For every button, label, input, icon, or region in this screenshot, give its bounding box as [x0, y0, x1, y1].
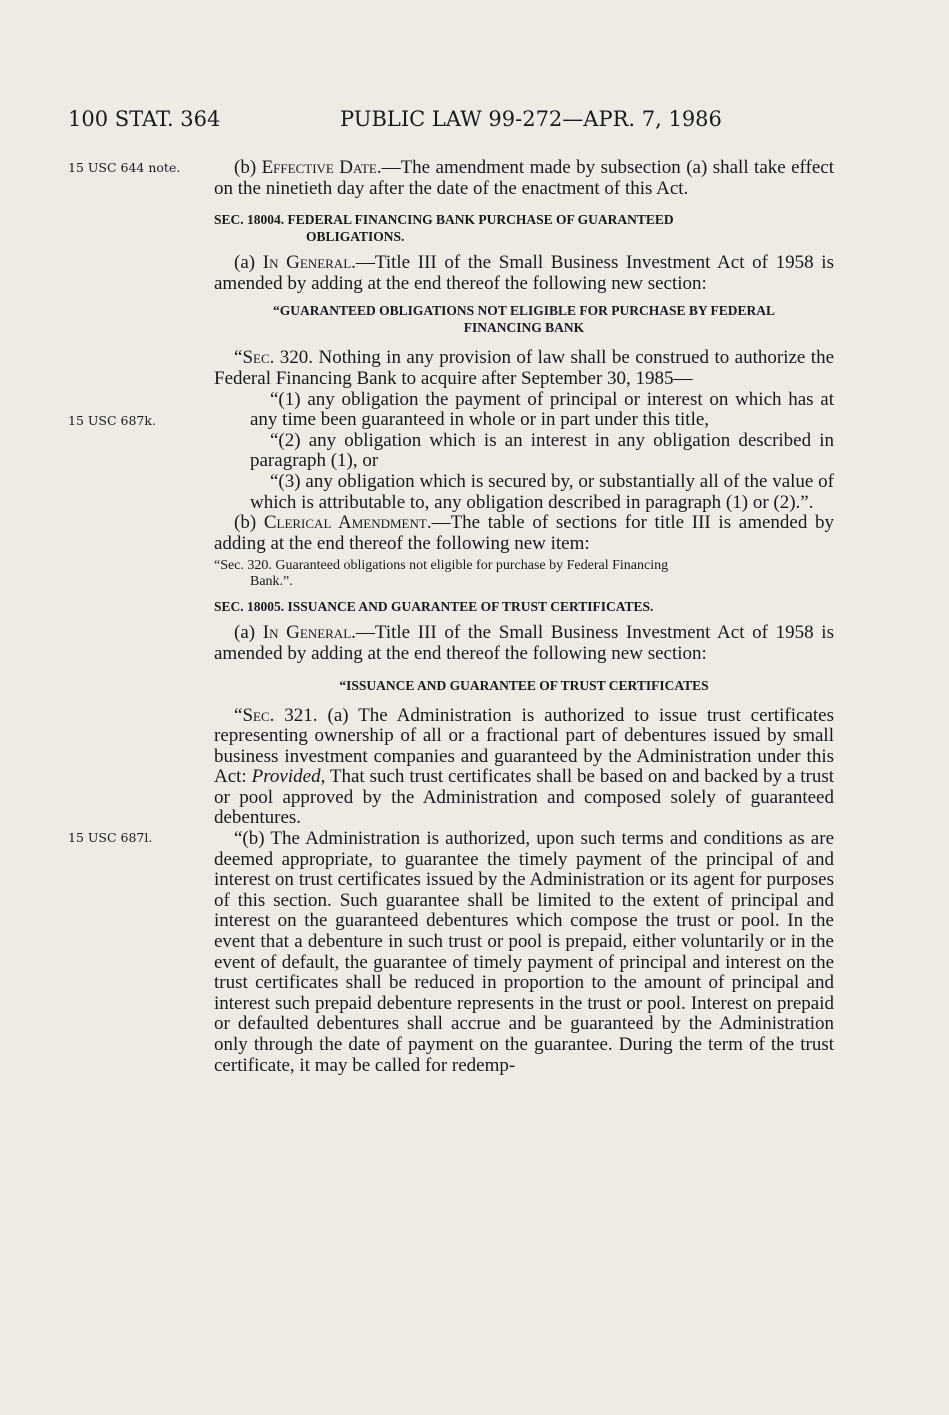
item-1: “(1) any obligation the payment of principal or interest on which has at any time been guaranteed in whole or in part under this title, — [250, 388, 834, 431]
table-of-sections-item: “Sec. 320. Guaranteed obligations not eligible for purchase by Federal Financing Bank.”. — [214, 558, 669, 590]
body-text — [214, 158, 834, 1076]
public-law-title: PUBLIC LAW 99-272—APR. 7, 1986 — [340, 107, 722, 131]
stat-page-number: 100 STAT. 364 — [68, 107, 221, 131]
margin-note-687k: 15 USC 687k. — [68, 413, 156, 428]
item-3: “(3) any obligation which is secured by, or substantially all of the value of which is attributable to, any obligation described in paragraph (1) or (2).”. — [250, 470, 834, 513]
margin-note-644: 15 USC 644 note. — [68, 160, 181, 175]
section-18005-heading: SEC. 18005. ISSUANCE AND GUARANTEE OF TRUST CERTIFICATES. — [214, 599, 654, 615]
paragraph-effective-date: (b) Effective Date.—The amendment made by subsection (a) shall take effect on the ninetieth day after the date of the enactment of this Act. — [214, 157, 834, 199]
heading-trust-certificates: “ISSUANCE AND GUARANTEE OF TRUST CERTIFICATES — [339, 677, 709, 693]
section-18004-heading: SEC. 18004. FEDERAL FINANCING BANK PURCHASE OF GUARANTEED OBLIGATIONS. — [214, 212, 674, 245]
paragraph-clerical-amendment: (b) Clerical Amendment.—The table of sections for title III is amended by adding at the end thereof the following new item: — [214, 512, 834, 554]
section-321-b: “(b) The Administration is authorized, upon such terms and conditions as are deemed appropriate, to guarantee the timely payment of the principal of and interest on trust certificates issued by the Administration or its agent for purposes of this section. Such guarantee shall be limited to the extent of principal and interest on the guaranteed debentures which compose the trust or pool. In the event that a debenture in such trust or pool is prepaid, either voluntarily or in the event of default, the guarantee of timely payment of principal and interest on the trust certificates shall be reduced in proportion to the amount of principal and interest such prepaid debenture represents in the trust or pool. Interest on prepaid or defaulted debentures shall accrue and be guaranteed by the Administration only through the date of payment on the guarantee. During the term of the trust certificate, it may be called for redemp- — [214, 828, 834, 1076]
paragraph-in-general-1: (a) In General.—Title III of the Small Business Investment Act of 1958 is amended by adding at the end thereof the following new section: — [214, 252, 834, 294]
margin-note-687l: 15 USC 687l. — [68, 830, 153, 845]
item-2: “(2) any obligation which is an interest in any obligation described in paragraph (1), or — [250, 429, 834, 472]
paragraph-in-general-2: (a) In General.—Title III of the Small Business Investment Act of 1958 is amended by adding at the end thereof the following new section: — [214, 622, 834, 664]
section-321-a: “Sec. 321. (a) The Administration is authorized to issue trust certificates representing ownership of all or a fractional part of debentures issued by small business investment companies and guaranteed by the Administration under this Act: Provided, That such trust certificates shall be based on and backed by a trust or pool approved by the Administration and composed solely of guaranteed debentures. — [214, 704, 834, 829]
section-320-text: “Sec. 320. Nothing in any provision of law shall be construed to authorize the Federal Financing Bank to acquire after September 30, 1985— — [214, 347, 834, 389]
heading-guaranteed-obligations: “GUARANTEED OBLIGATIONS NOT ELIGIBLE FOR PURCHASE BY FEDERAL FINANCING BANK — [273, 303, 775, 336]
